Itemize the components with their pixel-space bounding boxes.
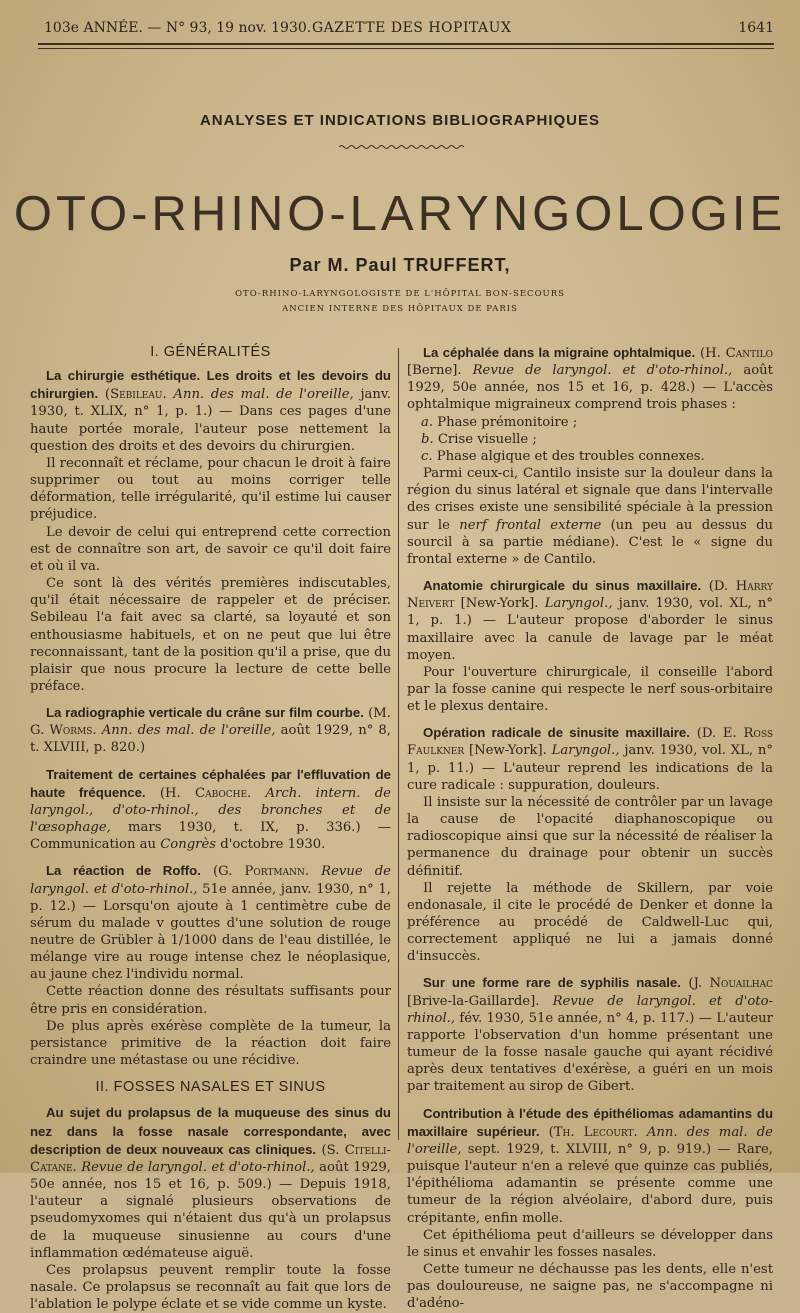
abstract-paragraph: Il insiste sur la nécessité de contrôler par un lavage la cause de l'opacité diaphanoscopique ou radioscopique ainsi que sur la nécessité de réaliser la permanence du drainage pour obtenir un succès définitif.: [407, 794, 773, 879]
list-marker: c.: [421, 448, 433, 464]
abstract-text: (un peu au dessus du sourcil à sa partie médiane). C'est le « signe du frontal externe » de Cantilo.: [407, 517, 774, 567]
abstract-title: Anatomie chirurgicale du sinus maxillaire.: [423, 578, 702, 594]
abstract-author: S. Citelli-Catane.: [30, 1142, 391, 1175]
abstract-author: G. Portmann.: [218, 864, 310, 880]
abstract-entry: Contribution à l'étude des épithéliomas adamantins du maxillaire supérieur. (Th. Lecourt. Ann. des mal. de l'oreille, sept. 1929, t. XLVIII, n° 9, p. 919.) — Rare, puisque l'auteur n'en a relevé que quinze cas publiés, l'épithélioma adamantin se présente comme une tumeur de la région alvéolaire, d'abord dure, puis crépitante, enfin molle.: [407, 1105, 773, 1226]
abstract-location: [Berne].: [407, 363, 462, 379]
abstract-text: août 1929, 50e année, nos 15 et 16, p. 509.) — Depuis 1918, l'auteur a signalé plusieurs observations de pseudomyxomes qui n'étaient dus qu'à un prolapsus de la muqueuse sinusienne au cours d'une inflammation œdémateuse aiguë.: [30, 1159, 391, 1261]
list-item: [407, 414, 773, 431]
abstract-paragraph: Cet épithélioma peut d'ailleurs se développer dans le sinus et envahir les fosses nasales.: [407, 1227, 773, 1260]
author-former-title: ANCIEN INTERNE DES HÔPITAUX DE PARIS: [282, 304, 518, 314]
abstract-paragraph: Ces prolapsus peuvent remplir toute la fosse nasale. Ce prolapsus se reconnaît au fait que lors de l'ablation le polype éclate et se vide comme un kyste.: [30, 1262, 391, 1313]
abstract-source: Revue de laryngol. et d'oto-rhinol.,: [472, 363, 733, 379]
abstract-source: Ann. des mal. de l'oreille,: [173, 387, 354, 403]
abstract-paragraph: Cette tumeur ne déchausse pas les dents, elle n'est pas douloureuse, ne saigne pas, ne s'accompagne ni d'adéno-: [407, 1261, 773, 1312]
abstract-paragraph: Il reconnaît et réclame, pour chacun le droit à faire supprimer ou tout au moins corriger telle déformation, telle irrégularité, qu'il estime lui causer préjudice.: [30, 455, 391, 523]
abstract-entry: Anatomie chirurgicale du sinus maxillaire. (D. Harry Neivert [New-York]. Laryngol., janv. 1930, vol. XL, n° 1, p. 1.) — L'auteur propose d'aborder le sinus maxillaire avec la canule de lavage par le méat moyen.: [407, 578, 774, 663]
abstract-text: janv. 1930, vol. XL, n° 1, p. 1.) — L'auteur propose d'aborder le sinus maxillaire avec la canule de lavage par le méat moyen.: [407, 596, 774, 663]
abstract-entry: La céphalée dans la migraine ophtalmique. (H. Cantilo [Berne]. Revue de laryngol. et d'oto-rhinol., août 1929, 50e année, nos 15 et 16, p. 428.) — L'accès ophtalmique migraineux comprend trois phases :: [407, 345, 774, 413]
abstract-author: M. G. Worms.: [30, 706, 391, 739]
abstract-title: La radiographie verticale du crâne sur film courbe.: [46, 705, 364, 721]
abstract-author: H. Caboche.: [165, 785, 252, 801]
list-text: Crise visuelle ;: [437, 431, 537, 447]
abstract-text: d'octobre 1930.: [220, 837, 326, 853]
abstract-author: D. E. Ross Faulkner: [407, 726, 774, 759]
abstract-title: La réaction de Roffo.: [46, 863, 201, 879]
list-text: Phase algique et des troubles connexes.: [436, 448, 705, 464]
abstract-source: Revue de laryngol. et d'oto-rhinol.,: [81, 1159, 315, 1175]
abstract-author: D. Harry Neivert: [407, 579, 773, 612]
abstract-emphasis: nerf frontal externe: [459, 517, 602, 533]
abstract-entry: Opération radicale de sinusite maxillaire. (D. E. Ross Faulkner [New-York]. Laryngol., janv. 1930, vol. XL, n° 1, p. 11.) — L'auteur reprend les indications de la cure radicale : suppuration, douleurs.: [407, 725, 774, 793]
abstract-paragraph: De plus après exérèse complète de la tumeur, la persistance primitive de la réaction doit faire craindre une métastase ou une récidive.: [30, 1018, 391, 1069]
abstract-title: Sur une forme rare de syphilis nasale.: [423, 975, 681, 991]
abstract-author: J. Nouailhac: [693, 976, 774, 992]
abstract-text: août 1929, 50e année, nos 15 et 16, p. 428.) — L'accès ophtalmique migraineux comprend trois phases :: [407, 363, 773, 413]
abstract-entry: Sur une forme rare de syphilis nasale. (J. Nouailhac [Brive-la-Gaillarde]. Revue de laryngol. et d'oto-rhinol., fév. 1930, 51e année, n° 4, p. 117.) — L'auteur rapporte l'observation d'un homme présentant une tumeur de la fosse nasale gauche qui ayant récidivé après deux tentatives d'exérèse, a guéri en un mois par traitement au sirop de Gibert.: [407, 975, 774, 1095]
abstract-text: janv. 1930, vol. XL, n° 1, p. 11.) — L'auteur reprend les indications de la cure radicale : suppuration, douleurs.: [407, 743, 773, 793]
abstract-entry: La réaction de Roffo. (G. Portmann. Revue de laryngol. et d'oto-rhinol., 51e année, janv. 1930, n° 1, p. 12.) — Lorsqu'on ajoute à 1 centimètre cube de sérum du malade v gouttes d'une solution de rouge neutre de Grübler à 1/1000 dans de l'eau distillée, le mélange vire au rouge intense chez le néoplasique, au jaune chez l'individu normal.: [30, 863, 391, 983]
main-title: OTO-RHINO-LARYNGOLOGIE: [13, 187, 787, 241]
section-title: ANALYSES ET INDICATIONS BIBLIOGRAPHIQUES: [199, 112, 601, 129]
left-column: [30, 344, 391, 1313]
column-divider: [398, 348, 399, 1140]
list-item: [407, 431, 773, 448]
abstract-source: Laryngol.,: [544, 596, 613, 612]
abstract-entry: Au sujet du prolapsus de la muqueuse des sinus du nez dans la fosse nasale correspondante, avec description de deux nouveaux cas cliniques. (S. Citelli-Catane. Revue de laryngol. et d'oto-rhinol., août 1929, 50e année, nos 15 et 16, p. 509.) — Depuis 1918, l'auteur a signalé plusieurs observations de pseudomyxomes qui n'étaient dus qu'à un prolapsus de la muqueuse sinusienne au cours d'une inflammation œdémateuse aiguë.: [30, 1105, 391, 1261]
chapter-heading: II. FOSSES NASALES ET SINUS: [95, 1079, 326, 1096]
abstract-source: Laryngol.,: [551, 743, 620, 759]
issue-info: 103e ANNÉE. — N° 93, 19 nov. 1930.: [44, 20, 312, 36]
abstract-paragraph: Pour l'ouverture chirurgicale, il conseille l'abord par la fosse canine qui respecte le nerf sous-orbitaire et le plexus dentaire.: [407, 664, 773, 715]
abstract-text: janv. 1930, t. XLIX, n° 1, p. 1.) — Dans ces pages d'une haute portée morale, l'auteur pose nettement la question des droits et des devoirs du chirurgien.: [30, 387, 391, 454]
chapter-heading: I. GÉNÉRALITÉS: [150, 344, 271, 360]
abstract-entry: Traitement de certaines céphalées par l'effluvation de haute fréquence. (H. Caboche. Arch. intern. de laryngol., d'oto-rhinol., des bronches et de l'œsophage, mars 1930, t. IX, p. 336.) — Communication au Congrès d'octobre 1930.: [30, 766, 391, 853]
abstract-source: Revue de laryngol. et d'oto-rhinol.,: [407, 993, 773, 1026]
list-item: [407, 448, 773, 465]
abstract-title: Traitement de certaines céphalées par l'effluvation de haute fréquence.: [30, 766, 391, 800]
list-marker: b.: [421, 431, 434, 447]
abstract-paragraph: Le devoir de celui qui entreprend cette correction est de connaître son art, de savoir ce qu'il doit faire et où il va.: [30, 524, 391, 574]
abstract-text: fév. 1930, 51e année, n° 4, p. 117.) — L'auteur rapporte l'observation d'un homme présentant une tumeur de la fosse nasale gauche qui ayant récidivé après deux tentatives d'exérèse, a guéri en un mois par traitement au sirop de Gibert.: [407, 1010, 773, 1095]
abstract-paragraph: Cette réaction donne des résultats suffisants pour être pris en considération.: [30, 984, 391, 1017]
abstract-title: Opération radicale de sinusite maxillaire.: [423, 725, 690, 741]
abstract-location: [New-York].: [468, 743, 547, 759]
header-rule: [38, 43, 774, 45]
header-rule-thin: [38, 48, 774, 49]
abstract-paragraph: Il rejette la méthode de Skillern, par voie endonasale, il cite le procédé de Denker et donne la préférence au procédé de Caldwell-Luc qui, correctement appliqué ne lui a jamais donné d'insuccès.: [407, 880, 773, 965]
right-column: [407, 344, 773, 1312]
author-affiliation: OTO-RHINO-LARYNGOLOGISTE DE L'HÔPITAL BON-SECOURS: [235, 289, 565, 299]
abstract-title: La chirurgie esthétique. Les droits et les devoirs du chirurgien.: [30, 368, 391, 402]
abstract-congress: Congrès: [160, 837, 217, 853]
running-header: [44, 20, 774, 40]
abstract-title: Contribution à l'étude des épithéliomas adamantins du maxillaire supérieur.: [407, 1105, 773, 1139]
abstract-author: Sebileau.: [110, 387, 167, 403]
abstract-location: [New-York].: [460, 596, 539, 612]
abstract-paragraph: Ce sont là des vérités premières indiscutables, qu'il était nécessaire de rappeler et de préciser. Sebileau l'a fait avec sa clarté, sa loyauté et son enthousiasme habituels, et on ne peut que lui être reconnaissant, tant de la position qu'il a prise, que du plaisir que nous procure la lecture de cette belle préface.: [30, 576, 391, 694]
abstract-location: [Brive-la-Gaillarde].: [407, 993, 540, 1009]
abstract-title: Au sujet du prolapsus de la muqueuse des sinus du nez dans la fosse nasale correspondante, avec description de deux nouveaux cas cliniques.: [30, 1105, 391, 1157]
abstract-source: Ann. des mal. de l'oreille,: [101, 723, 276, 739]
abstract-source: Arch. intern. de laryngol., d'oto-rhinol., des bronches et de l'œsophage,: [30, 785, 391, 836]
abstract-entry: La chirurgie esthétique. Les droits et les devoirs du chirurgien. (Sebileau. Ann. des mal. de l'oreille, janv. 1930, t. XLIX, n° 1, p. 1.) — Dans ces pages d'une haute portée morale, l'auteur pose nettement la question des droits et des devoirs du chirurgien.: [30, 368, 391, 454]
author-line: Par M. Paul TRUFFERT,: [289, 255, 511, 275]
abstract-entry: La radiographie verticale du crâne sur film courbe. (M. G. Worms. Ann. des mal. de l'oreille, août 1929, n° 8, t. XLVIII, p. 820.): [30, 705, 391, 756]
abstract-text: août 1929, n° 8, t. XLVIII, p. 820.): [30, 723, 391, 756]
abstract-text: 51e année, janv. 1930, n° 1, p. 12.) — Lorsqu'on ajoute à 1 centimètre cube de sérum du malade v gouttes d'une solution de rouge neutre de Grübler à 1/1000 dans de l'eau distillée, le mélange vire au rouge intense chez le néoplasique, au jaune chez l'individu normal.: [30, 881, 391, 983]
list-text: Phase prémonitoire ;: [437, 414, 578, 430]
page-number: 1641: [738, 20, 774, 36]
abstract-source: Ann. des mal. de l'oreille,: [407, 1124, 773, 1157]
abstract-text: mars 1930, t. IX, p. 336.) — Communication au: [30, 820, 391, 853]
abstract-source: Revue de laryngol. et d'oto-rhinol.,: [30, 864, 391, 897]
wavy-ornament: [339, 144, 464, 150]
abstract-title: La céphalée dans la migraine ophtalmique.: [423, 345, 696, 360]
abstract-paragraph: [407, 465, 773, 568]
list-marker: a.: [421, 414, 434, 430]
abstract-text: Parmi ceux-ci, Cantilo insiste sur la douleur dans la région du sinus latéral et signale que dans l'intervalle des crises existe une sensibilité spéciale à la pression sur le: [407, 466, 773, 533]
abstract-text: sept. 1929, t. XLVIII, n° 9, p. 919.) — Rare, puisque l'auteur n'en a relevé que quinze cas publiés, l'épithélioma adamantin se présente comme une tumeur de la région alvéolaire, d'abord dure, puis crépitante, enfin molle.: [407, 1141, 773, 1226]
abstract-author: H. Cantilo: [705, 346, 774, 361]
abstract-author: Th. Lecourt.: [553, 1124, 638, 1140]
publication-name: GAZETTE DES HOPITAUX: [312, 20, 512, 36]
